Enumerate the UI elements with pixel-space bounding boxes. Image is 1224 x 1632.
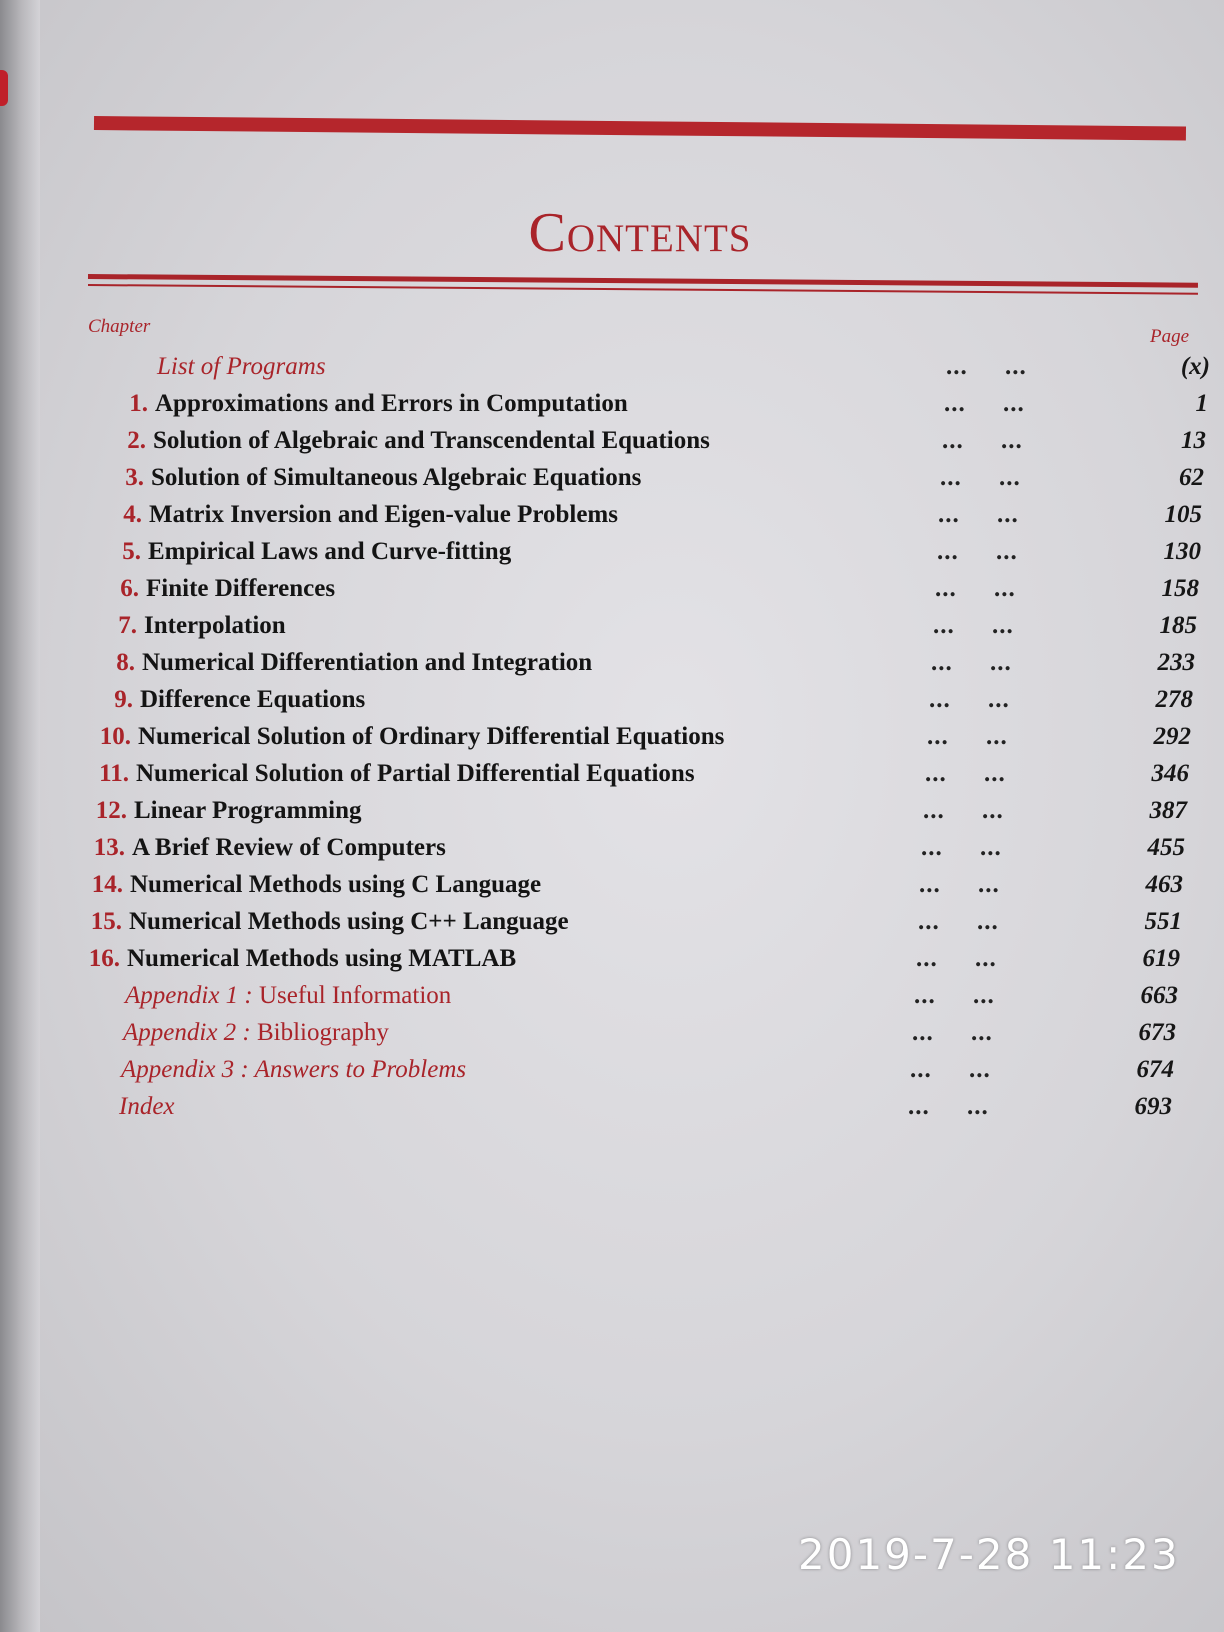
page-number: 13 [1181,427,1206,454]
photo-timestamp: 2019-7-28 11:23 [798,1530,1180,1579]
toc-entry [0,759,1189,789]
chapter-number: 16. [88,945,120,972]
chapter-title: Numerical Solution of Ordinary Differential Equations [138,723,725,750]
leader-dots: ... [919,871,941,898]
leader-dots: ... [923,797,945,824]
chapter-column-header: Chapter [88,316,151,337]
page-number: 551 [1144,908,1182,935]
toc-entry [0,944,1180,974]
toc-entry [0,1055,1174,1085]
chapter-title: Finite Differences [146,575,336,602]
appendix-title: Answers to Problems [254,1056,467,1083]
chapter-title: Numerical Methods using C Language [130,871,542,898]
chapter-number: 14. [91,871,123,898]
chapter-number: 13. [93,834,125,861]
page-number: 105 [1164,501,1202,528]
leader-dots: ... [946,353,968,380]
chapter-title: Linear Programming [134,797,362,824]
leader-dots: ... [977,908,999,935]
chapter-number: 3. [125,464,144,491]
leader-dots: ... [914,982,936,1009]
chapter-title: Matrix Inversion and Eigen-value Problems [149,501,618,528]
leader-dots: ... [996,538,1018,565]
page-number: 346 [1151,760,1189,787]
appendix-title: Useful Information [258,982,452,1009]
leader-dots: ... [927,723,949,750]
page-number: 158 [1161,575,1199,602]
chapter-title: Solution of Simultaneous Algebraic Equations [151,464,642,491]
page-number: 292 [1153,723,1191,750]
toc-entry [0,833,1185,863]
page-number: 1 [1195,390,1208,417]
page-number: 185 [1159,612,1197,639]
toc-entry [0,796,1187,826]
leader-dots: ... [944,390,966,417]
chapter-number: 8. [116,649,135,676]
leader-dots: ... [933,612,955,639]
toc-entry [0,1092,1172,1122]
leader-dots: ... [992,612,1014,639]
chapter-number: 7. [118,612,137,639]
chapter-number: 6. [120,575,139,602]
page-number: 663 [1140,982,1178,1009]
leader-dots: ... [908,1093,930,1120]
chapter-number: 4. [123,501,142,528]
chapter-title: Numerical Methods using MATLAB [127,945,517,972]
leader-dots: ... [940,464,962,491]
top-decorative-bar [94,116,1186,140]
toc-entry [0,870,1183,900]
leader-dots: ... [994,575,1016,602]
leader-dots: ... [912,1019,934,1046]
leader-dots: ... [971,1019,993,1046]
page-number: 673 [1138,1019,1176,1046]
leader-dots: ... [935,575,957,602]
toc-entry [0,500,1202,530]
leader-dots: ... [973,982,995,1009]
toc-entry [0,574,1199,604]
leader-dots: ... [931,649,953,676]
appendix-prefix: Appendix 2 : [123,1019,257,1046]
chapter-number: 2. [127,427,146,454]
leader-dots: ... [918,908,940,935]
chapter-title: A Brief Review of Computers [132,834,446,861]
leader-dots: ... [942,427,964,454]
chapter-title: Numerical Methods using C++ Language [129,908,569,935]
chapter-number: 1. [129,390,148,417]
chapter-title: Interpolation [144,612,286,639]
chapter-title: Solution of Algebraic and Transcendental Equations [153,427,710,454]
leader-dots: ... [1005,353,1027,380]
page-number: 619 [1142,945,1180,972]
chapter-number: 11. [99,760,129,787]
chapter-title: Difference Equations [140,686,366,713]
toc-entry [0,611,1197,641]
leader-dots: ... [980,834,1002,861]
leader-dots: ... [969,1056,991,1083]
appendix-title: Bibliography [256,1019,389,1046]
leader-dots: ... [1001,427,1023,454]
leader-dots: ... [999,464,1021,491]
chapter-number: 12. [95,797,127,824]
chapter-title: List of Programs [157,353,326,380]
chapter-title: Approximations and Errors in Computation [155,390,628,417]
page-number: 62 [1179,464,1204,491]
toc-entry [0,537,1201,567]
chapter-number: 15. [90,908,122,935]
leader-dots: ... [986,723,1008,750]
page-column-header: Page [1150,326,1190,347]
page-number: 130 [1163,538,1201,565]
appendix-prefix: Appendix 1 : [125,982,259,1009]
toc-entry [0,1018,1176,1048]
leader-dots: ... [910,1056,932,1083]
page-number: 463 [1145,871,1183,898]
toc-entry [0,907,1182,937]
page-number: 455 [1147,834,1185,861]
leader-dots: ... [978,871,1000,898]
page-title: Contents [528,202,752,264]
chapter-title [123,1018,389,1048]
leader-dots: ... [982,797,1004,824]
page-number: 233 [1157,649,1195,676]
chapter-title: Numerical Solution of Partial Differential Equations [136,760,695,787]
leader-dots: ... [937,538,959,565]
chapter-title: Numerical Differentiation and Integration [142,649,593,676]
toc-entry [0,722,1191,752]
appendix-prefix: Appendix 3 : [121,1056,255,1083]
page-number: 278 [1155,686,1193,713]
toc-entry [0,648,1195,678]
chapter-number: 10. [99,723,131,750]
page-number: 693 [1134,1093,1172,1120]
spine-red-mark [0,70,8,106]
chapter-title: Empirical Laws and Curve-fitting [148,538,512,565]
toc-entry [0,426,1206,456]
leader-dots: ... [925,760,947,787]
chapter-number: 5. [122,538,141,565]
chapter-number: 9. [114,686,133,713]
leader-dots: ... [1003,390,1025,417]
leader-dots: ... [984,760,1006,787]
leader-dots: ... [916,945,938,972]
leader-dots: ... [990,649,1012,676]
page-number: (x) [1180,353,1210,380]
toc-entry [0,685,1193,715]
leader-dots: ... [921,834,943,861]
chapter-title [125,981,451,1011]
page-number: 387 [1149,797,1187,824]
toc-entry [0,981,1178,1011]
leader-dots: ... [929,686,951,713]
leader-dots: ... [938,501,960,528]
chapter-title [121,1055,466,1085]
leader-dots: ... [967,1093,989,1120]
toc-entry [0,389,1208,419]
leader-dots: ... [997,501,1019,528]
toc-entry [0,352,1210,382]
toc-entry [0,463,1204,493]
leader-dots: ... [975,945,997,972]
leader-dots: ... [988,686,1010,713]
page-number: 674 [1136,1056,1174,1083]
chapter-title: Index [119,1093,175,1120]
